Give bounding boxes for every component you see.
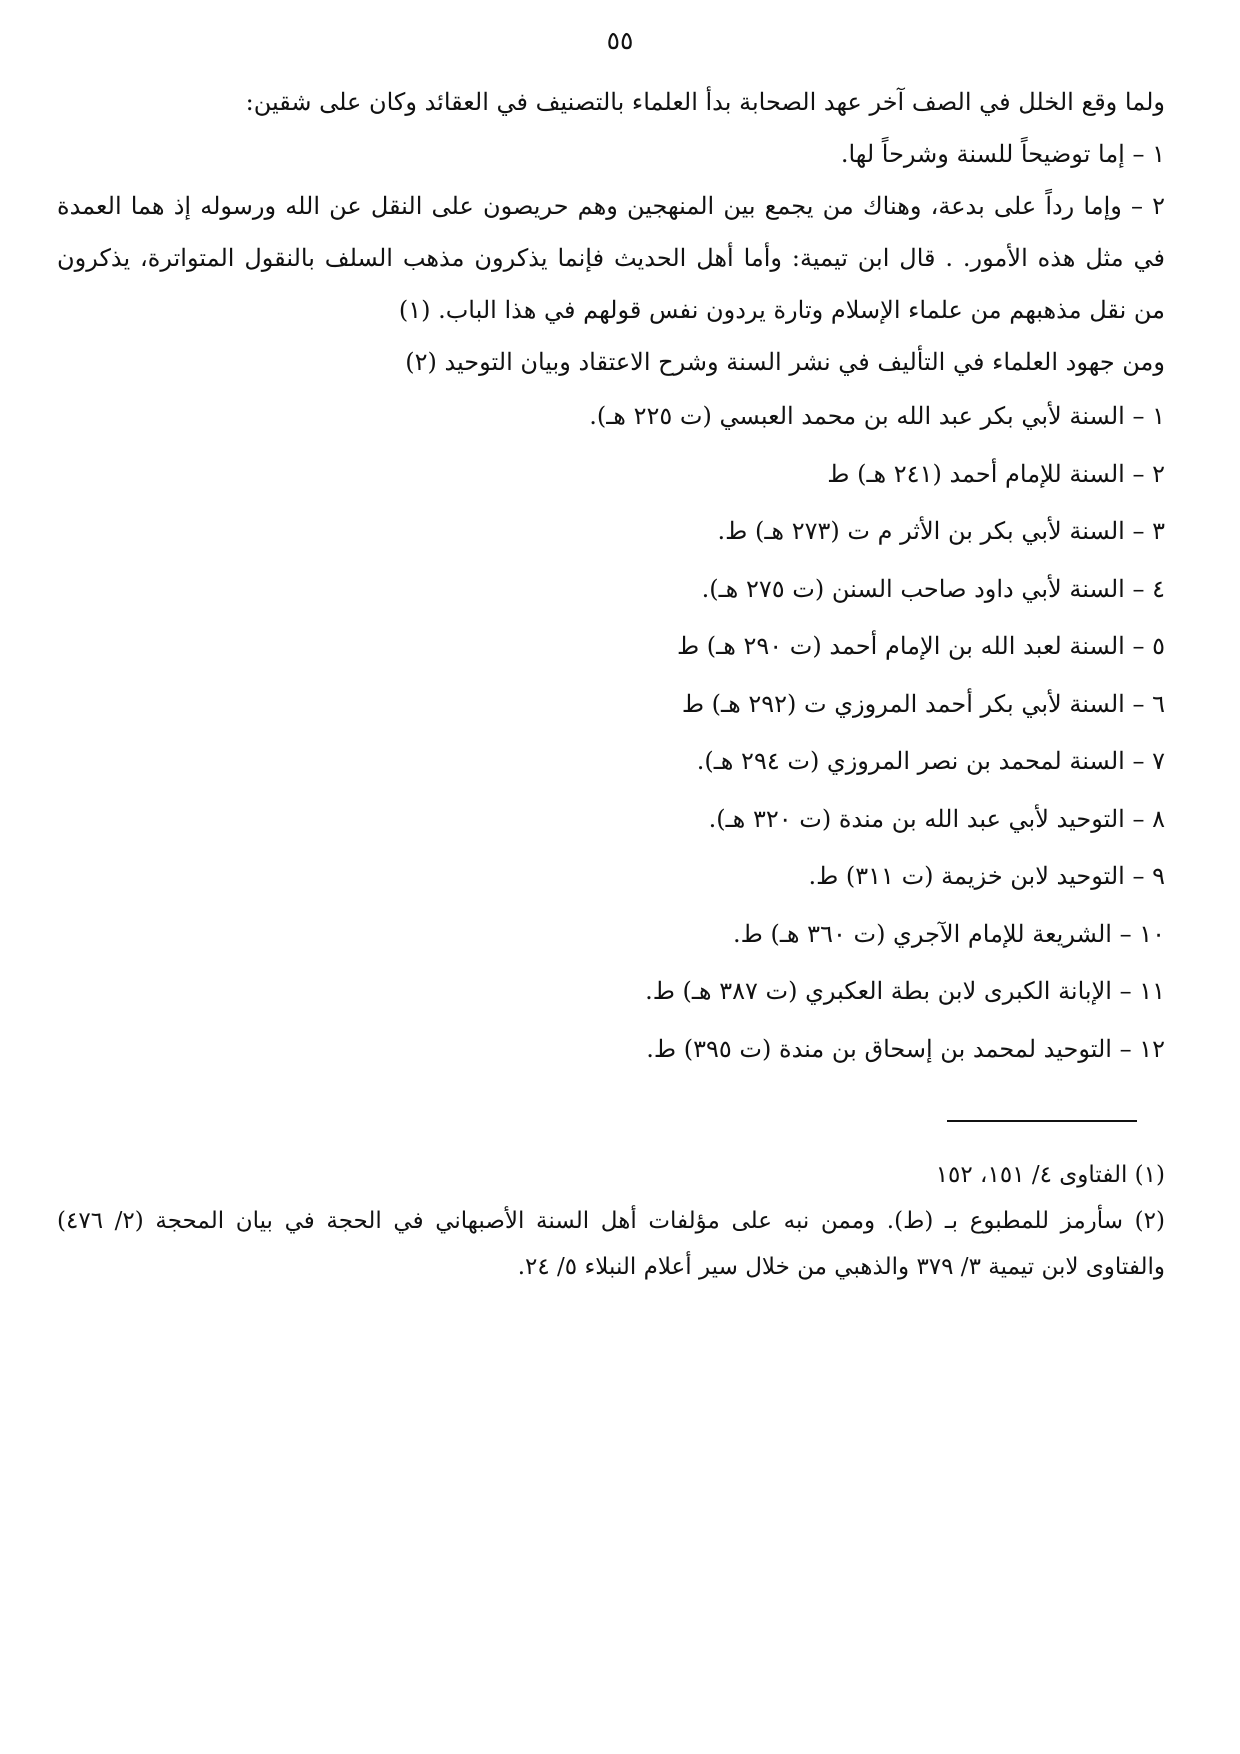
footnote: (٢) سأرمز للمطبوع بـ (ط). وممن نبه على مؤلفات أهل السنة الأصبهاني في الحجة في بيان المحجة (٢/ ٤٧٦) والفتاوى لابن تيمية ٣/ ٣٧٩ والذهبي من خلال سير أعلام النبلاء ٥/ ٢٤. [57,1208,1165,1280]
footnote: (١) الفتاوى ٤/ ١٥١، ١٥٢ [935,1162,1165,1188]
list-heading: ومن جهود العلماء في التأليف في نشر السنة وشرح الاعتقاد وبيان التوحيد (٢) [405,348,1165,376]
list-item: ٢ – السنة للإمام أحمد (٢٤١ هـ) ط [827,459,1165,488]
list-item: ١٢ – التوحيد لمحمد بن إسحاق بن مندة (ت ٣٩٥) ط. [646,1034,1165,1063]
list-item: ٩ – التوحيد لابن خزيمة (ت ٣١١) ط. [808,862,1165,890]
list-item: ٧ – السنة لمحمد بن نصر المروزي (ت ٢٩٤ هـ). [696,747,1165,775]
list-item: ١١ – الإبانة الكبرى لابن بطة العكبري (ت ٣٨٧ هـ) ط. [645,977,1165,1005]
list-item: ١٠ – الشريعة للإمام الآجري (ت ٣٦٠ هـ) ط. [733,919,1165,948]
intro-line: ١ – إما توضيحاً للسنة وشرحاً لها. [840,140,1165,168]
footnote-divider [947,1120,1137,1122]
intro-line: ولما وقع الخلل في الصف آخر عهد الصحابة بدأ العلماء بالتصنيف في العقائد وكان على شقين: [245,88,1165,116]
list-item: ٦ – السنة لأبي بكر أحمد المروزي ت (٢٩٢ هـ) ط [681,689,1165,718]
paragraph-two: ٢ – وإما رداً على بدعة، وهناك من يجمع بين المنهجين وهم حريصون على النقل عن الله ورسوله إذ هما العمدة في مثل هذه الأمور. . قال ابن تيمية: وأما أهل الحديث فإنما يذكرون مذهب السلف بالنقول المتواترة، يذكرون من نقل مذهبهم من علماء الإسلام وتارة يردون نفس قولهم في هذا الباب. (١) [57,192,1165,324]
main-text [57,76,1165,1078]
list-item: ١ – السنة لأبي بكر عبد الله بن محمد العبسي (ت ٢٢٥ هـ). [589,402,1165,430]
list-item: ٥ – السنة لعبد الله بن الإمام أحمد (ت ٢٩٠ هـ) ط [676,632,1165,660]
footnotes [57,1120,1165,1290]
list-item: ٣ – السنة لأبي بكر بن الأثر م ت (٢٧٣ هـ) ط. [717,517,1165,545]
list-item: ٤ – السنة لأبي داود صاحب السنن (ت ٢٧٥ هـ). [701,574,1165,603]
list-item: ٨ – التوحيد لأبي عبد الله بن مندة (ت ٣٢٠ هـ). [708,804,1165,833]
books-list [57,388,1165,1078]
page-number: ٥٥ [606,26,634,55]
